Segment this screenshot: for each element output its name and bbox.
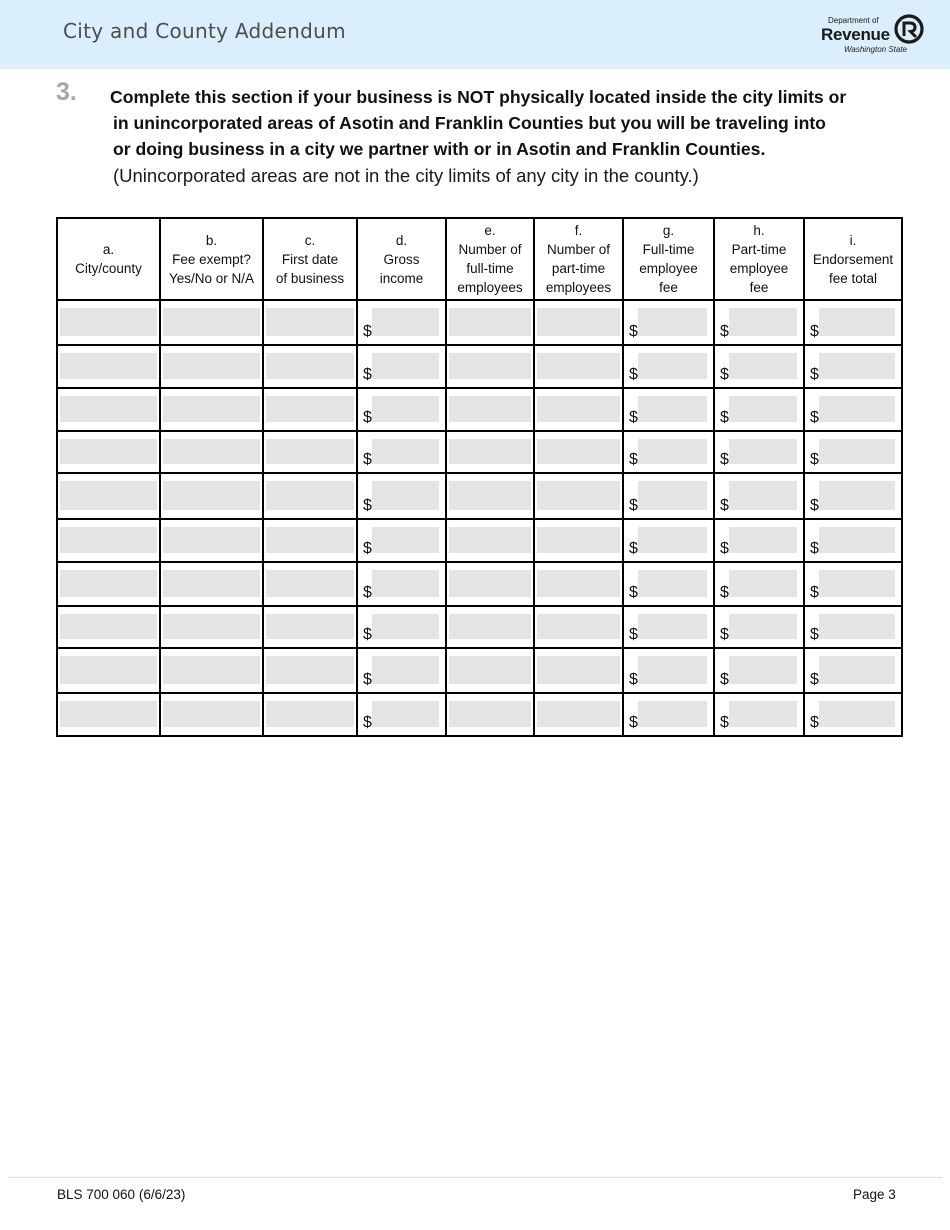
input-field-g[interactable] [638,570,707,597]
currency-symbol: $ [720,714,729,731]
currency-symbol: $ [810,540,819,557]
table-body [57,300,902,736]
section-instructions [110,84,910,162]
currency-symbol: $ [810,671,819,688]
input-field-b[interactable] [163,570,260,597]
currency-symbol: $ [720,584,729,601]
table-cell [446,431,534,473]
currency-symbol: $ [810,626,819,643]
table-cell [160,562,263,606]
column-label-line: employees [545,280,612,295]
input-field-a[interactable] [60,308,157,336]
input-field-a[interactable] [60,570,157,597]
input-field-d[interactable] [372,481,439,510]
input-field-f[interactable] [537,481,620,510]
table-cell [714,388,804,431]
input-field-h[interactable] [729,308,797,336]
input-field-i[interactable] [819,439,895,464]
column-header-i [804,218,902,300]
table-cell [714,431,804,473]
input-field-g[interactable] [638,481,707,510]
column-label-line: First date [281,251,339,267]
input-field-d[interactable] [372,701,439,727]
table-cell [263,345,357,388]
currency-symbol: $ [629,714,638,731]
column-label-line: Yes/No or N/A [168,270,255,286]
input-field-e[interactable] [449,439,531,464]
column-letter: d. [395,232,408,248]
logo-dept-text: Department of [828,16,879,25]
table-cell [714,606,804,648]
currency-symbol: $ [363,409,372,426]
form-code: BLS 700 060 (6/6/23) [57,1187,186,1202]
table-cell [534,606,623,648]
table-cell [714,473,804,519]
table-cell [160,388,263,431]
input-field-e[interactable] [449,527,531,553]
input-field-h[interactable] [729,656,797,684]
table-cell [263,606,357,648]
column-label-line: Gross [383,251,420,267]
column-letter: b. [205,232,218,248]
instruction-line: or doing business in a city we partner with or in Asotin and Franklin Counties. [113,139,766,159]
column-header-g [623,218,714,300]
table-cell [446,648,534,693]
column-header-a [57,218,160,300]
currency-symbol: $ [629,540,638,557]
currency-symbol: $ [629,323,638,340]
table-cell [804,648,902,693]
currency-symbol: $ [629,497,638,514]
table-cell [263,300,357,345]
table-cell [57,431,160,473]
currency-symbol: $ [720,497,729,514]
currency-symbol: $ [720,451,729,468]
input-field-e[interactable] [449,701,531,727]
input-field-a[interactable] [60,701,157,727]
table-cell [534,431,623,473]
table-cell [357,519,446,562]
table-cell [446,606,534,648]
table-cell [263,648,357,693]
table-cell [446,300,534,345]
input-field-h[interactable] [729,396,797,422]
table-row [57,345,902,388]
input-field-e[interactable] [449,570,531,597]
input-field-e[interactable] [449,308,531,336]
input-field-e[interactable] [449,396,531,422]
column-label-line: full-time [466,261,514,276]
table-cell [57,388,160,431]
input-field-d[interactable] [372,439,439,464]
input-field-b[interactable] [163,614,260,639]
table-cell [623,345,714,388]
input-field-c[interactable] [266,439,354,464]
column-header-b [160,218,263,300]
column-header-f [534,218,623,300]
input-field-b[interactable] [163,439,260,464]
currency-symbol: $ [363,626,372,643]
input-field-f[interactable] [537,656,620,684]
table-cell [804,606,902,648]
input-field-i[interactable] [819,396,895,422]
column-label-line: employees [457,280,523,295]
column-label-line: Full-time [642,242,695,257]
table-row [57,431,902,473]
table-cell [804,693,902,736]
dor-logo-mark-icon [894,14,924,44]
table-cell [804,345,902,388]
input-field-c[interactable] [266,701,354,727]
input-field-c[interactable] [266,396,354,422]
column-label-line: Number of [458,242,522,257]
table-cell [446,693,534,736]
table-cell [57,345,160,388]
table-cell [534,562,623,606]
currency-symbol: $ [363,366,372,383]
table-cell [534,388,623,431]
input-field-h[interactable] [729,481,797,510]
input-field-i[interactable] [819,481,895,510]
table-cell [446,345,534,388]
input-field-g[interactable] [638,656,707,684]
column-header-e [446,218,534,300]
table-cell [357,693,446,736]
table-cell [160,300,263,345]
input-field-e[interactable] [449,353,531,379]
table-cell [160,648,263,693]
input-field-d[interactable] [372,527,439,553]
input-field-e[interactable] [449,481,531,510]
input-field-h[interactable] [729,701,797,727]
table-cell [357,648,446,693]
department-of-revenue-logo [818,14,928,58]
input-field-i[interactable] [819,308,895,336]
currency-symbol: $ [720,366,729,383]
column-label-line: Number of [546,242,611,257]
table-cell [534,519,623,562]
section-number: 3. [56,78,77,106]
currency-symbol: $ [810,323,819,340]
input-field-c[interactable] [266,481,354,510]
currency-symbol: $ [363,714,372,731]
input-field-h[interactable] [729,614,797,639]
input-field-b[interactable] [163,481,260,510]
column-header-h [714,218,804,300]
input-field-a[interactable] [60,353,157,379]
currency-symbol: $ [720,626,729,643]
input-field-i[interactable] [819,656,895,684]
table-cell [263,562,357,606]
currency-symbol: $ [363,584,372,601]
column-label-line: of business [275,270,345,286]
table-cell [534,345,623,388]
column-header-c [263,218,357,300]
column-letter: c. [304,232,316,248]
table-cell [623,300,714,345]
column-header-d [357,218,446,300]
column-label-line: Part-time [731,242,787,257]
input-field-c[interactable] [266,353,354,379]
input-field-a[interactable] [60,481,157,510]
table-cell [446,562,534,606]
currency-symbol: $ [720,409,729,426]
column-label-line: fee [659,280,678,295]
input-field-e[interactable] [449,656,531,684]
column-label-line: City/county [75,261,142,276]
currency-symbol: $ [629,626,638,643]
input-field-c[interactable] [266,527,354,553]
table-cell [446,473,534,519]
input-field-b[interactable] [163,396,260,422]
column-label-line: fee total [828,270,878,286]
table-cell [623,473,714,519]
table-row [57,388,902,431]
input-field-d[interactable] [372,656,439,684]
currency-symbol: $ [629,366,638,383]
currency-symbol: $ [720,323,729,340]
table-cell [804,300,902,345]
table-cell [534,300,623,345]
table-cell [623,388,714,431]
table-cell [357,300,446,345]
input-field-b[interactable] [163,701,260,727]
currency-symbol: $ [810,451,819,468]
page-header [0,0,950,69]
table-cell [623,562,714,606]
table-cell [357,562,446,606]
currency-symbol: $ [720,540,729,557]
input-field-a[interactable] [60,396,157,422]
input-field-a[interactable] [60,439,157,464]
column-label-line: employee [729,261,789,276]
city-county-table [56,217,903,737]
input-field-d[interactable] [372,614,439,639]
currency-symbol: $ [629,409,638,426]
table-cell [357,388,446,431]
table-cell [714,693,804,736]
input-field-g[interactable] [638,439,707,464]
table-cell [263,473,357,519]
table-cell [160,693,263,736]
input-field-i[interactable] [819,353,895,379]
input-field-b[interactable] [163,527,260,553]
input-field-g[interactable] [638,701,707,727]
input-field-i[interactable] [819,614,895,639]
column-letter: h. [753,223,765,238]
column-label-line: Fee exempt? [172,251,251,267]
table-cell [446,519,534,562]
column-label-line: fee [749,280,769,295]
table-cell [57,562,160,606]
table-cell [714,345,804,388]
table-cell [804,388,902,431]
currency-symbol: $ [363,451,372,468]
currency-symbol: $ [810,409,819,426]
input-field-c[interactable] [266,308,354,336]
table-cell [623,606,714,648]
input-field-c[interactable] [266,614,354,639]
table-cell [714,562,804,606]
column-letter: i. [849,232,857,248]
currency-symbol: $ [363,540,372,557]
instruction-line: in unincorporated areas of Asotin and Franklin Counties but you will be traveling into [113,113,826,133]
table-header-row [57,218,902,300]
table-cell [357,345,446,388]
column-label-line: income [379,270,424,286]
currency-symbol: $ [810,714,819,731]
input-field-i[interactable] [819,527,895,553]
column-letter: g. [662,223,675,238]
currency-symbol: $ [810,497,819,514]
table-cell [263,388,357,431]
input-field-i[interactable] [819,570,895,597]
input-field-f[interactable] [537,353,620,379]
table-cell [534,473,623,519]
table-cell [57,519,160,562]
table-row [57,648,902,693]
table-cell [160,431,263,473]
table-cell [714,519,804,562]
table-cell [623,693,714,736]
input-field-g[interactable] [638,396,707,422]
input-field-h[interactable] [729,353,797,379]
table-row [57,473,902,519]
input-field-g[interactable] [638,308,707,336]
table-row [57,300,902,345]
input-field-h[interactable] [729,439,797,464]
input-field-g[interactable] [638,353,707,379]
table-cell [357,431,446,473]
input-field-f[interactable] [537,701,620,727]
column-letter: a. [102,242,115,257]
column-letter: f. [574,223,583,238]
input-field-h[interactable] [729,570,797,597]
currency-symbol: $ [720,671,729,688]
table-row [57,562,902,606]
table-cell [804,562,902,606]
table-cell [623,648,714,693]
input-field-f[interactable] [537,396,620,422]
input-field-f[interactable] [537,614,620,639]
input-field-a[interactable] [60,614,157,639]
input-field-b[interactable] [163,353,260,379]
table-cell [263,693,357,736]
currency-symbol: $ [629,671,638,688]
table-cell [534,648,623,693]
input-field-g[interactable] [638,527,707,553]
table-cell [57,300,160,345]
footer-divider [8,1177,942,1178]
column-label-line: part-time [551,261,606,276]
input-field-f[interactable] [537,439,620,464]
instruction-line: Complete this section if your business is NOT physically located inside the city limits or [110,87,847,107]
section-note: (Unincorporated areas are not in the city limits of any city in the county.) [113,165,699,186]
table-cell [57,693,160,736]
input-field-d[interactable] [372,396,439,422]
table-cell [623,431,714,473]
table-cell [160,473,263,519]
table-row [57,519,902,562]
logo-state-text: Washington State [844,45,908,54]
logo-main-text: Revenue [821,25,890,44]
table-cell [804,519,902,562]
input-field-g[interactable] [638,614,707,639]
input-field-d[interactable] [372,570,439,597]
input-field-f[interactable] [537,570,620,597]
table-cell [714,648,804,693]
table-cell [804,431,902,473]
table-row [57,606,902,648]
input-field-c[interactable] [266,656,354,684]
input-field-e[interactable] [449,614,531,639]
table-cell [804,473,902,519]
input-field-d[interactable] [372,353,439,379]
column-label-line: Endorsement [812,251,894,267]
table-cell [623,519,714,562]
table-cell [160,606,263,648]
currency-symbol: $ [810,584,819,601]
table-cell [160,519,263,562]
input-field-d[interactable] [372,308,439,336]
page-number: Page 3 [853,1187,896,1202]
table-cell [357,606,446,648]
table-cell [714,300,804,345]
column-label-line: employee [639,261,698,276]
table-row [57,693,902,736]
input-field-b[interactable] [163,308,260,336]
table-cell [534,693,623,736]
table-cell [57,473,160,519]
currency-symbol: $ [629,451,638,468]
currency-symbol: $ [810,366,819,383]
table-cell [57,606,160,648]
table-cell [57,648,160,693]
input-field-i[interactable] [819,701,895,727]
column-letter: e. [484,223,496,238]
table-cell [446,388,534,431]
input-field-c[interactable] [266,570,354,597]
input-field-h[interactable] [729,527,797,553]
input-field-a[interactable] [60,527,157,553]
page-title: City and County Addendum [63,19,346,43]
currency-symbol: $ [363,671,372,688]
table-cell [357,473,446,519]
table-cell [263,519,357,562]
input-field-b[interactable] [163,656,260,684]
input-field-a[interactable] [60,656,157,684]
table-cell [263,431,357,473]
currency-symbol: $ [363,497,372,514]
currency-symbol: $ [363,323,372,340]
table-cell [160,345,263,388]
input-field-f[interactable] [537,308,620,336]
currency-symbol: $ [629,584,638,601]
input-field-f[interactable] [537,527,620,553]
